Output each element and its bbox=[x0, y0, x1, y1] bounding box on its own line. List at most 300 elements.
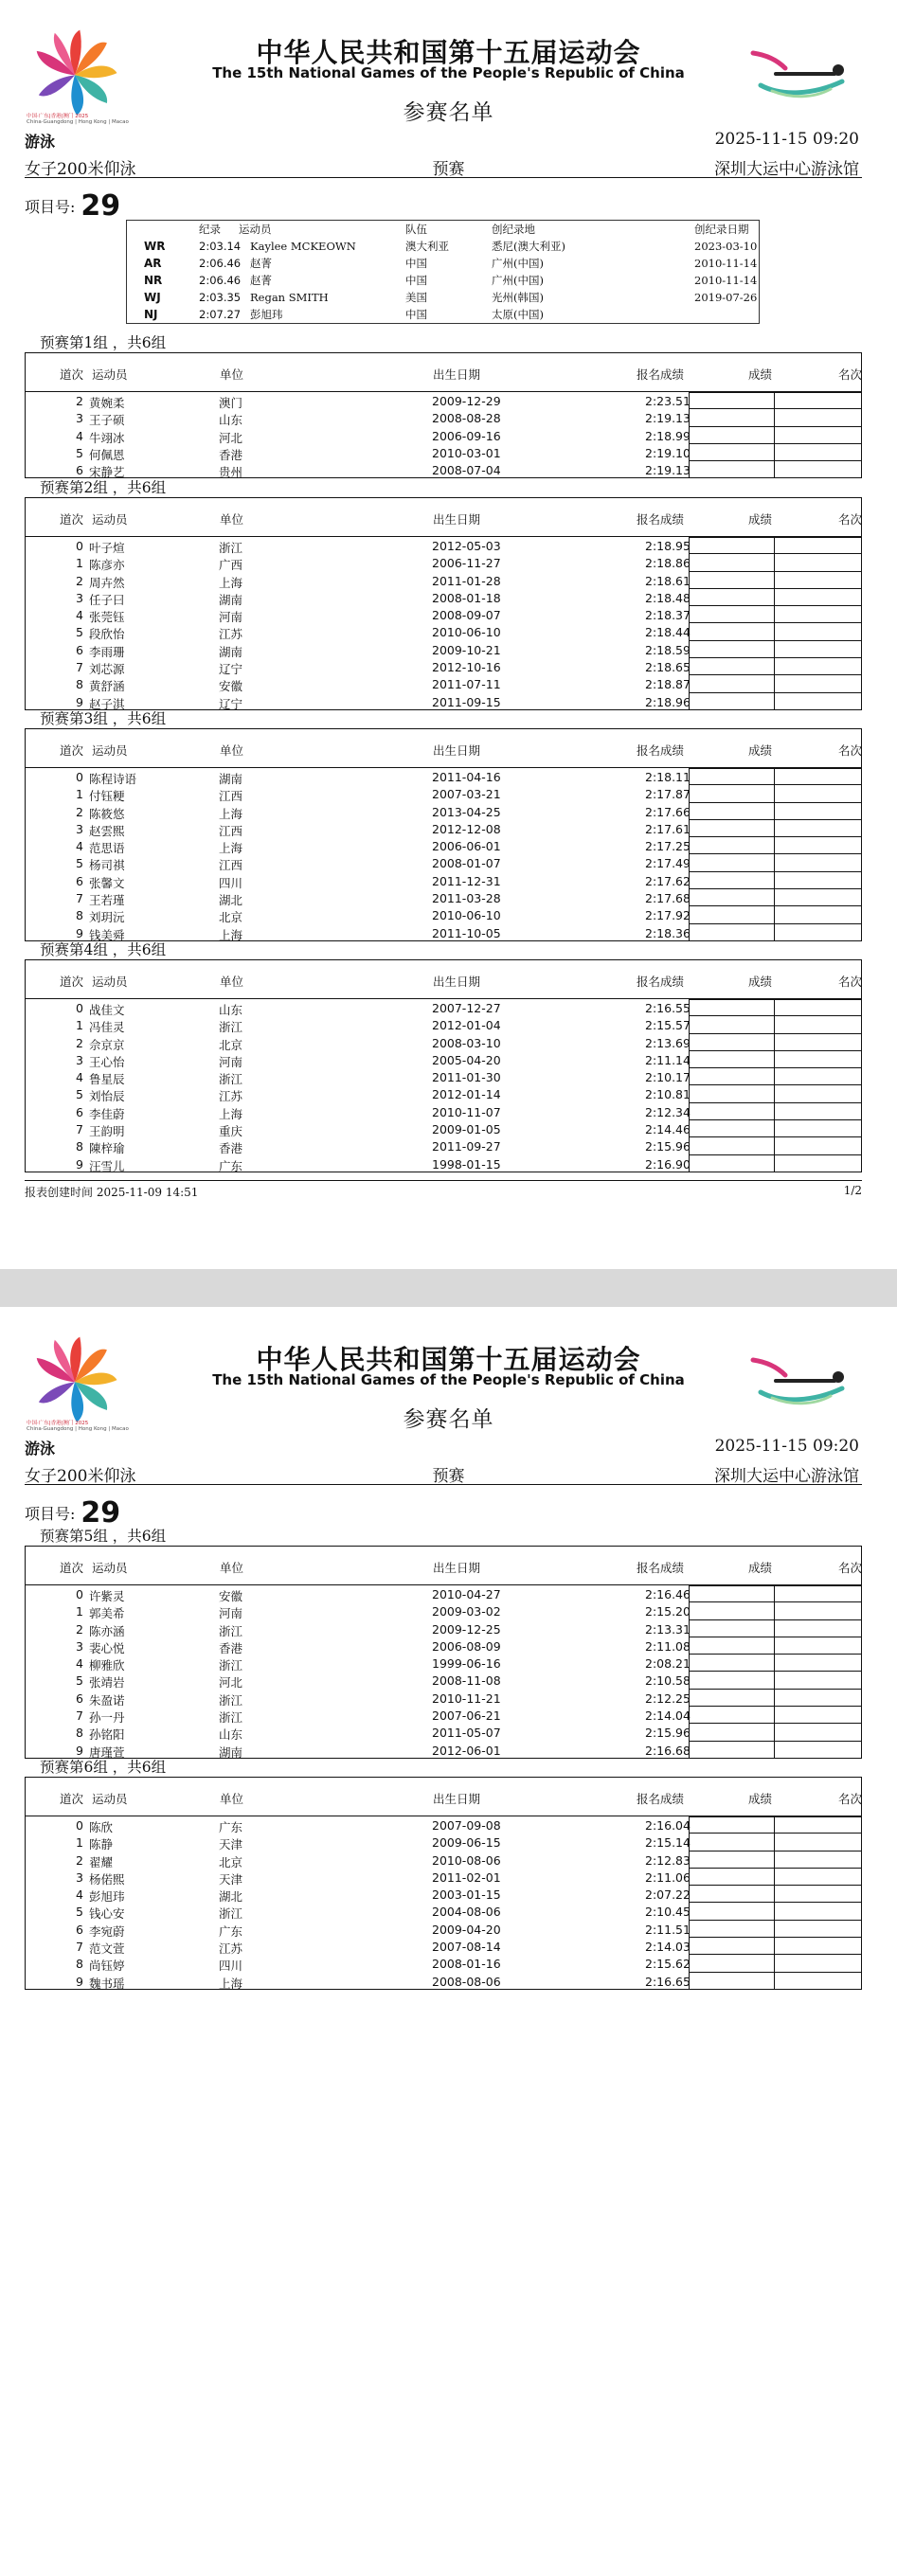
rank-box bbox=[775, 1068, 862, 1085]
heat-right-border bbox=[861, 1777, 862, 1990]
lane-number: 6 bbox=[76, 1922, 83, 1937]
table-row bbox=[25, 392, 862, 409]
lane-number: 9 bbox=[76, 694, 83, 709]
athlete-name: 刘芯源 bbox=[89, 662, 125, 677]
table-row bbox=[25, 1690, 862, 1707]
rank-box bbox=[775, 537, 862, 554]
rank-box bbox=[775, 1637, 862, 1655]
athlete-unit: 湖北 bbox=[219, 893, 243, 908]
heat-table bbox=[25, 728, 862, 941]
lane-number: 6 bbox=[76, 873, 83, 888]
entry-time: 2:08.21 bbox=[645, 1656, 691, 1672]
lane-number: 2 bbox=[76, 1035, 83, 1050]
athlete-unit: 广西 bbox=[219, 558, 243, 573]
table-row bbox=[25, 554, 862, 571]
document-title: 参赛名单 bbox=[403, 1407, 494, 1432]
col-athlete: 运动员 bbox=[92, 512, 128, 527]
lane-number: 0 bbox=[76, 770, 83, 784]
athlete-unit: 广东 bbox=[219, 1158, 243, 1173]
entry-time: 2:19.10 bbox=[645, 445, 691, 460]
col-entry: 报名成绩 bbox=[637, 367, 685, 382]
athlete-name: 宋静艺 bbox=[89, 465, 125, 480]
sport-label: 游泳 bbox=[25, 133, 56, 151]
athlete-name: 王子硕 bbox=[89, 413, 125, 428]
athlete-unit: 天津 bbox=[219, 1837, 243, 1852]
entry-time: 2:17.49 bbox=[645, 856, 691, 871]
result-box bbox=[689, 444, 775, 461]
lane-number: 5 bbox=[76, 1673, 83, 1689]
record-code: WJ bbox=[144, 291, 161, 304]
lane-number: 0 bbox=[76, 1001, 83, 1015]
heat-left-border bbox=[25, 1546, 26, 1759]
athlete-unit: 湖南 bbox=[219, 644, 243, 659]
athlete-dob: 2011-12-31 bbox=[432, 873, 501, 888]
athlete-name: 范思语 bbox=[89, 841, 125, 856]
result-box bbox=[689, 1620, 775, 1637]
heat-rows bbox=[25, 1585, 862, 1759]
athlete-name: 刘怡辰 bbox=[89, 1089, 125, 1104]
athlete-dob: 2011-03-28 bbox=[432, 891, 501, 906]
col-lane: 道次 bbox=[60, 1561, 84, 1575]
entry-time: 2:16.90 bbox=[645, 1156, 691, 1172]
heat-table-header bbox=[25, 959, 862, 999]
event-name: 女子200米仰泳 bbox=[25, 1467, 136, 1486]
records-header bbox=[127, 221, 759, 238]
athlete-dob: 2011-05-07 bbox=[432, 1726, 501, 1741]
item-number: 项目号: 29 bbox=[25, 189, 121, 223]
col-result: 成绩 bbox=[748, 1561, 773, 1575]
heat-table bbox=[25, 1546, 862, 1759]
logo-caption: 中国·广东|香港|澳门 2025 China·Guangdong | Hong Kong | Macao bbox=[27, 114, 129, 125]
result-box bbox=[689, 1724, 775, 1741]
athlete-name: 张莞钰 bbox=[89, 610, 125, 625]
col-result: 成绩 bbox=[748, 975, 773, 989]
athlete-unit: 江西 bbox=[219, 823, 243, 838]
entry-time: 2:10.81 bbox=[645, 1087, 691, 1102]
rank-box bbox=[775, 803, 862, 820]
athlete-dob: 2011-01-28 bbox=[432, 573, 501, 588]
athlete-dob: 2009-04-20 bbox=[432, 1922, 501, 1937]
table-row bbox=[25, 1724, 862, 1741]
athlete-unit: 浙江 bbox=[219, 1906, 243, 1922]
heat-table-header bbox=[25, 1777, 862, 1816]
entry-time: 2:12.25 bbox=[645, 1690, 691, 1706]
result-box bbox=[689, 1955, 775, 1972]
athlete-dob: 2008-01-07 bbox=[432, 856, 501, 871]
col-result: 成绩 bbox=[748, 743, 773, 758]
table-row bbox=[25, 444, 862, 461]
lane-number: 8 bbox=[76, 1957, 83, 1972]
athlete-name: 王若瑾 bbox=[89, 893, 125, 908]
entry-time: 2:18.44 bbox=[645, 625, 691, 640]
heat-left-border bbox=[25, 352, 26, 478]
lane-number: 8 bbox=[76, 677, 83, 692]
page-divider bbox=[0, 1269, 897, 1307]
athlete-unit: 香港 bbox=[219, 1141, 243, 1156]
rank-box bbox=[775, 589, 862, 606]
lane-number: 6 bbox=[76, 1690, 83, 1706]
col-lane: 道次 bbox=[60, 975, 84, 989]
entry-time: 2:15.96 bbox=[645, 1139, 691, 1154]
records-header-record: 纪录 bbox=[199, 223, 221, 236]
result-box bbox=[689, 675, 775, 692]
rank-box bbox=[775, 924, 862, 941]
result-box bbox=[689, 1155, 775, 1172]
heat-table bbox=[25, 497, 862, 710]
athlete-dob: 2010-04-27 bbox=[432, 1587, 501, 1601]
heat-rows bbox=[25, 768, 862, 941]
athlete-dob: 2012-01-04 bbox=[432, 1018, 501, 1033]
entry-time: 2:17.92 bbox=[645, 908, 691, 923]
athlete-unit: 山东 bbox=[219, 413, 243, 428]
athlete-name: 赵子淇 bbox=[89, 696, 125, 711]
heat-table-header bbox=[25, 1546, 862, 1585]
document-title: 参赛名单 bbox=[403, 100, 494, 125]
col-lane: 道次 bbox=[60, 512, 84, 527]
heat-title: 预赛第4组 ，共6组 bbox=[40, 941, 167, 958]
athlete-dob: 1998-01-15 bbox=[432, 1156, 501, 1172]
entry-time: 2:18.37 bbox=[645, 608, 691, 623]
heat-table bbox=[25, 959, 862, 1172]
athlete-name: 朱盈诺 bbox=[89, 1692, 125, 1708]
result-box bbox=[689, 924, 775, 941]
table-row bbox=[25, 1120, 862, 1137]
athlete-unit: 浙江 bbox=[219, 1658, 243, 1673]
result-box bbox=[689, 1672, 775, 1689]
heat-rows bbox=[25, 999, 862, 1172]
lane-number: 4 bbox=[76, 428, 83, 443]
entry-time: 2:13.69 bbox=[645, 1035, 691, 1050]
athlete-name: 黄舒涵 bbox=[89, 679, 125, 694]
result-box bbox=[689, 589, 775, 606]
athlete-name: 陈筱悠 bbox=[89, 806, 125, 821]
athlete-dob: 2010-08-06 bbox=[432, 1852, 501, 1868]
lane-number: 3 bbox=[76, 411, 83, 426]
record-date: 2019-07-26 bbox=[694, 291, 758, 304]
rank-box bbox=[775, 1137, 862, 1154]
entry-time: 2:17.68 bbox=[645, 891, 691, 906]
athlete-name: 郭美希 bbox=[89, 1606, 125, 1621]
lane-number: 8 bbox=[76, 1139, 83, 1154]
table-row bbox=[25, 1034, 862, 1051]
athlete-dob: 2009-10-21 bbox=[432, 642, 501, 657]
rank-box bbox=[775, 1155, 862, 1172]
result-box bbox=[689, 872, 775, 889]
page-number: 1/2 bbox=[843, 1184, 862, 1197]
lane-number: 3 bbox=[76, 1052, 83, 1067]
lane-number: 6 bbox=[76, 642, 83, 657]
col-dob: 出生日期 bbox=[433, 1561, 481, 1575]
lane-number: 2 bbox=[76, 804, 83, 819]
event-name: 女子200米仰泳 bbox=[25, 160, 136, 179]
col-athlete: 运动员 bbox=[92, 1561, 128, 1575]
heat-left-border bbox=[25, 1777, 26, 1990]
record-team: 美国 bbox=[405, 291, 427, 304]
table-row bbox=[25, 1620, 862, 1637]
athlete-name: 范文萱 bbox=[89, 1941, 125, 1957]
athlete-dob: 1999-06-16 bbox=[432, 1656, 501, 1672]
lane-number: 2 bbox=[76, 1621, 83, 1637]
lane-number: 7 bbox=[76, 1122, 83, 1137]
record-location: 光州(韩国) bbox=[492, 291, 544, 304]
heat-right-border bbox=[861, 959, 862, 1172]
athlete-name: 汪雪儿 bbox=[89, 1158, 125, 1173]
entry-time: 2:18.36 bbox=[645, 925, 691, 940]
result-box bbox=[689, 1602, 775, 1619]
entry-time: 2:16.55 bbox=[645, 1001, 691, 1015]
records-header-team: 队伍 bbox=[405, 223, 427, 236]
athlete-dob: 2011-09-15 bbox=[432, 694, 501, 709]
col-unit: 单位 bbox=[220, 743, 244, 758]
rank-box bbox=[775, 392, 862, 409]
entry-time: 2:14.03 bbox=[645, 1940, 691, 1955]
entry-time: 2:10.58 bbox=[645, 1673, 691, 1689]
rank-box bbox=[775, 1834, 862, 1851]
record-code: NJ bbox=[144, 308, 158, 321]
entry-time: 2:12.83 bbox=[645, 1852, 691, 1868]
record-team: 中国 bbox=[405, 257, 427, 270]
table-row bbox=[25, 1068, 862, 1085]
entry-time: 2:18.87 bbox=[645, 677, 691, 692]
athlete-dob: 2008-08-06 bbox=[432, 1974, 501, 1989]
record-row bbox=[127, 238, 759, 255]
result-box bbox=[689, 1742, 775, 1759]
record-date: 2010-11-14 bbox=[694, 257, 758, 270]
heat-right-border bbox=[861, 1546, 862, 1759]
lane-number: 0 bbox=[76, 539, 83, 553]
entry-time: 2:16.65 bbox=[645, 1974, 691, 1989]
entry-time: 2:18.95 bbox=[645, 539, 691, 553]
result-box bbox=[689, 392, 775, 409]
athlete-dob: 2009-01-05 bbox=[432, 1122, 501, 1137]
rank-box bbox=[775, 854, 862, 871]
entry-time: 2:17.61 bbox=[645, 821, 691, 836]
result-box bbox=[689, 837, 775, 854]
heat-right-border bbox=[861, 352, 862, 478]
col-unit: 单位 bbox=[220, 1561, 244, 1575]
athlete-unit: 河北 bbox=[219, 1675, 243, 1690]
table-row bbox=[25, 820, 862, 837]
record-row bbox=[127, 289, 759, 306]
table-row bbox=[25, 1137, 862, 1154]
rank-box bbox=[775, 1016, 862, 1033]
entry-time: 2:18.48 bbox=[645, 590, 691, 605]
table-row bbox=[25, 1602, 862, 1619]
record-time: 2:06.46 bbox=[199, 257, 242, 270]
heat-table-header bbox=[25, 497, 862, 537]
record-row bbox=[127, 255, 759, 272]
athlete-dob: 2009-12-29 bbox=[432, 394, 501, 408]
col-athlete: 运动员 bbox=[92, 1792, 128, 1806]
athlete-dob: 2011-10-05 bbox=[432, 925, 501, 940]
result-box bbox=[689, 658, 775, 675]
col-entry: 报名成绩 bbox=[637, 1561, 685, 1575]
table-row bbox=[25, 589, 862, 606]
athlete-name: 李佳蔚 bbox=[89, 1106, 125, 1121]
entry-time: 2:15.14 bbox=[645, 1835, 691, 1851]
heat-rows bbox=[25, 1816, 862, 1990]
lane-number: 6 bbox=[76, 463, 83, 478]
heat-title: 预赛第3组 ，共6组 bbox=[40, 710, 167, 727]
lane-number: 5 bbox=[76, 625, 83, 640]
athlete-unit: 浙江 bbox=[219, 1692, 243, 1708]
athlete-unit: 河南 bbox=[219, 1054, 243, 1069]
lane-number: 1 bbox=[76, 787, 83, 802]
col-rank: 名次 bbox=[838, 512, 863, 527]
athlete-dob: 2003-01-15 bbox=[432, 1887, 501, 1903]
table-row bbox=[25, 1155, 862, 1172]
athlete-unit: 湖北 bbox=[219, 1889, 243, 1905]
rank-box bbox=[775, 427, 862, 444]
col-result: 成绩 bbox=[748, 512, 773, 527]
entry-time: 2:10.45 bbox=[645, 1905, 691, 1920]
lane-number: 4 bbox=[76, 1887, 83, 1903]
heat-title: 预赛第5组 ，共6组 bbox=[40, 1528, 167, 1545]
rank-box bbox=[775, 1724, 862, 1741]
athlete-name: 魏书瑶 bbox=[89, 1976, 125, 1991]
col-result: 成绩 bbox=[748, 367, 773, 382]
record-time: 2:03.35 bbox=[199, 291, 242, 304]
athlete-unit: 四川 bbox=[219, 875, 243, 890]
rank-box bbox=[775, 572, 862, 589]
athlete-unit: 浙江 bbox=[219, 1020, 243, 1035]
rank-box bbox=[775, 623, 862, 640]
logo-caption: 中国·广东|香港|澳门 2025 China·Guangdong | Hong Kong | Macao bbox=[27, 1421, 129, 1432]
record-holder: Regan SMITH bbox=[250, 291, 329, 304]
entry-time: 2:18.61 bbox=[645, 573, 691, 588]
athlete-unit: 上海 bbox=[219, 927, 243, 942]
table-row bbox=[25, 1921, 862, 1938]
athlete-dob: 2011-04-16 bbox=[432, 770, 501, 784]
lane-number: 3 bbox=[76, 590, 83, 605]
entry-time: 2:18.99 bbox=[645, 428, 691, 443]
lane-number: 0 bbox=[76, 1587, 83, 1601]
col-dob: 出生日期 bbox=[433, 975, 481, 989]
lane-number: 3 bbox=[76, 821, 83, 836]
result-box bbox=[689, 641, 775, 658]
lane-number: 5 bbox=[76, 856, 83, 871]
entry-time: 2:17.87 bbox=[645, 787, 691, 802]
athlete-dob: 2008-11-08 bbox=[432, 1673, 501, 1689]
entry-time: 2:07.22 bbox=[645, 1887, 691, 1903]
table-row bbox=[25, 1655, 862, 1672]
result-box bbox=[689, 1816, 775, 1834]
heat-right-border bbox=[861, 497, 862, 710]
athlete-dob: 2012-05-03 bbox=[432, 539, 501, 553]
col-athlete: 运动员 bbox=[92, 975, 128, 989]
record-team: 中国 bbox=[405, 274, 427, 287]
record-row bbox=[127, 306, 759, 323]
athlete-unit: 安徽 bbox=[219, 679, 243, 694]
rank-box bbox=[775, 906, 862, 923]
athlete-unit: 上海 bbox=[219, 575, 243, 590]
col-entry: 报名成绩 bbox=[637, 1792, 685, 1806]
athlete-name: 段欣怡 bbox=[89, 627, 125, 642]
athlete-name: 牛翊冰 bbox=[89, 430, 125, 445]
table-row bbox=[25, 1938, 862, 1955]
entry-time: 2:14.46 bbox=[645, 1122, 691, 1137]
athlete-name: 王心怡 bbox=[89, 1054, 125, 1069]
table-row bbox=[25, 1051, 862, 1068]
athlete-dob: 2012-12-08 bbox=[432, 821, 501, 836]
athlete-dob: 2007-09-08 bbox=[432, 1818, 501, 1833]
athlete-unit: 北京 bbox=[219, 910, 243, 925]
table-row bbox=[25, 409, 862, 426]
col-rank: 名次 bbox=[838, 1792, 863, 1806]
rank-box bbox=[775, 1742, 862, 1759]
result-box bbox=[689, 1034, 775, 1051]
result-box bbox=[689, 427, 775, 444]
table-row bbox=[25, 1886, 862, 1903]
result-box bbox=[689, 785, 775, 802]
athlete-unit: 湖南 bbox=[219, 772, 243, 786]
rank-box bbox=[775, 554, 862, 571]
result-box bbox=[689, 461, 775, 478]
lane-number: 7 bbox=[76, 1940, 83, 1955]
rank-box bbox=[775, 1955, 862, 1972]
athlete-unit: 河南 bbox=[219, 1606, 243, 1621]
athlete-name: 翟耀 bbox=[89, 1854, 114, 1869]
col-athlete: 运动员 bbox=[92, 367, 128, 382]
table-row bbox=[25, 1955, 862, 1972]
athlete-dob: 2008-08-28 bbox=[432, 411, 501, 426]
athlete-name: 付钰粳 bbox=[89, 789, 125, 804]
athlete-unit: 安徽 bbox=[219, 1589, 243, 1603]
rank-box bbox=[775, 641, 862, 658]
rank-box bbox=[775, 1034, 862, 1051]
col-rank: 名次 bbox=[838, 367, 863, 382]
result-box bbox=[689, 1921, 775, 1938]
col-unit: 单位 bbox=[220, 1792, 244, 1806]
lane-number: 1 bbox=[76, 1018, 83, 1033]
entry-time: 2:17.25 bbox=[645, 839, 691, 854]
rank-box bbox=[775, 1585, 862, 1602]
athlete-unit: 湖南 bbox=[219, 1744, 243, 1760]
athlete-name: 钱心安 bbox=[89, 1906, 125, 1922]
athlete-unit: 广东 bbox=[219, 1820, 243, 1834]
entry-time: 2:10.17 bbox=[645, 1070, 691, 1085]
col-entry: 报名成绩 bbox=[637, 975, 685, 989]
rank-box bbox=[775, 1120, 862, 1137]
athlete-name: 钱美舜 bbox=[89, 927, 125, 942]
table-row bbox=[25, 999, 862, 1016]
lane-number: 1 bbox=[76, 1604, 83, 1619]
athlete-name: 叶子煊 bbox=[89, 541, 125, 555]
col-lane: 道次 bbox=[60, 1792, 84, 1806]
table-row bbox=[25, 641, 862, 658]
rank-box bbox=[775, 1938, 862, 1955]
rank-box bbox=[775, 1707, 862, 1724]
rank-box bbox=[775, 1655, 862, 1672]
athlete-unit: 江西 bbox=[219, 858, 243, 873]
result-box bbox=[689, 554, 775, 571]
rank-box bbox=[775, 999, 862, 1016]
heat-table bbox=[25, 1777, 862, 1990]
col-unit: 单位 bbox=[220, 512, 244, 527]
result-box bbox=[689, 999, 775, 1016]
lane-number: 3 bbox=[76, 1869, 83, 1885]
item-number: 项目号: 29 bbox=[25, 1496, 121, 1530]
result-box bbox=[689, 1655, 775, 1672]
lane-number: 9 bbox=[76, 1974, 83, 1989]
header-divider bbox=[25, 177, 862, 178]
entry-time: 2:19.13 bbox=[645, 411, 691, 426]
lane-number: 3 bbox=[76, 1638, 83, 1654]
table-row bbox=[25, 1834, 862, 1851]
col-dob: 出生日期 bbox=[433, 367, 481, 382]
rank-box bbox=[775, 1602, 862, 1619]
entry-time: 2:17.62 bbox=[645, 873, 691, 888]
